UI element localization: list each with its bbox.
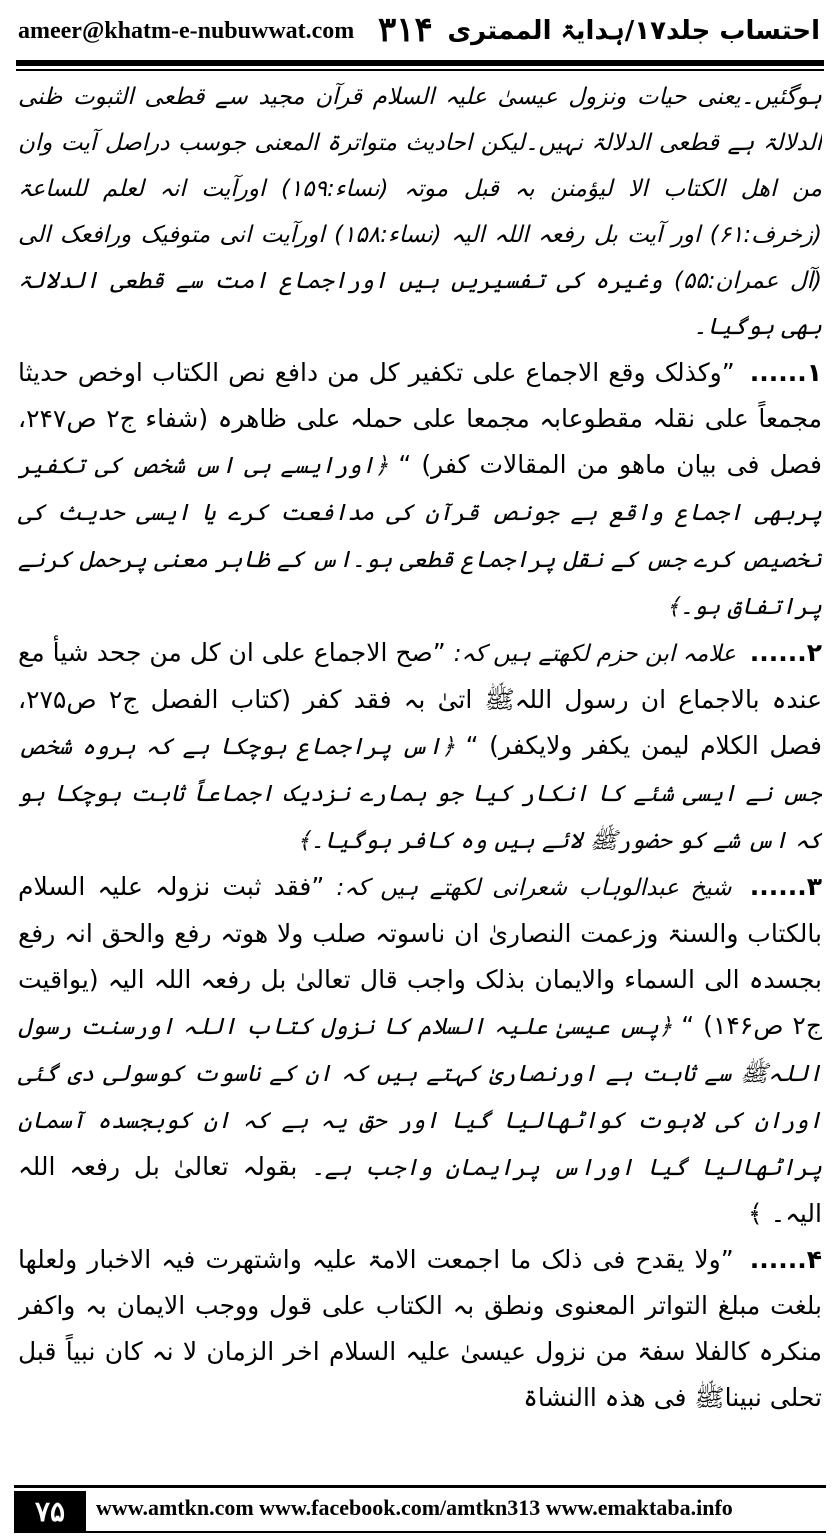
item-3-close-bracket: ﴾	[747, 1199, 763, 1228]
item-4-number: ۴......	[749, 1245, 822, 1274]
header-email: ameer@khatm-e-nubuwwat.com	[18, 18, 355, 44]
item-3-arabic-tail: بقولہ تعالیٰ بل رفعہ اللہ الیہ۔	[18, 1152, 822, 1228]
header-rule-thick	[16, 60, 824, 66]
item-2-number: ۲......	[749, 638, 822, 667]
item-1-number: ۱......	[749, 358, 822, 387]
header-book-title: احتساب جلد۱۷/ہدایۃ الممتری	[447, 16, 820, 46]
header-page-number: ۳۱۴	[378, 10, 433, 50]
item-2	[18, 630, 822, 864]
page-footer	[14, 1485, 826, 1533]
item-3	[18, 864, 822, 1237]
item-1	[18, 350, 822, 630]
item-3-intro: شیخ عبدالوہاب شعرانی لکھتے ہیں کہ:	[336, 875, 732, 901]
item-3-urdu-translation: ﴿پس عیسیٰ علیہ السلام کا نزول کتاب اللہ اورسنت رسول اللہﷺ سے ثابت ہے اورنصاریٰ کہتے ہیں کہ ان کے ناسوت کوسولی دی گئی اوران کی لاہوت کواٹھالیا گیا اور حق یہ ہے کہ ان کوبجسدہ آسمان پراٹھالیا گیا اوراس پرایمان واجب ہے۔	[18, 1014, 822, 1181]
item-4-arabic-quote: ”ولا یقدح فی ذلک ما اجمعت الامۃ علیہ واشتھرت فیہ الاخبار ولعلھا بلغت مبلغ التواتر المعنوی ونطق بہ الکتاب علی قول ووجب الایمان بہ واکفر منکرہ کالفلا سفۃ من نزول عیسیٰ علیہ السلام اخر الزمان لا نہ کان نبیاً قبل تحلی نبیناﷺ فی ھذہ االنشاۃ	[18, 1245, 822, 1412]
footer-rule-top	[14, 1485, 826, 1488]
item-3-number: ۳......	[749, 872, 822, 901]
item-2-urdu-translation: ﴿اس پراجماع ہوچکا ہے کہ ہروہ شخص جس نے ایسی شئے کا انکار کیا جو ہمارے نزدیک اجماعاً ثابت ہوچکا ہو کہ اس شے کو حضورﷺ لائے ہیں وہ کافر ہوگیا۔﴾	[18, 734, 822, 854]
footer-page-number: ۷۵	[14, 1491, 86, 1531]
header-rule-thin	[16, 69, 824, 71]
page-header	[0, 0, 840, 62]
footer-rule-bottom	[14, 1531, 826, 1533]
paragraph-intro: ہوگئیں۔یعنی حیات ونزول عیسیٰ علیہ السلام قرآن مجید سے قطعی الثبوت ظنی الدلالۃ ہے قطعی الدلالۃ نہیں۔لیکن احادیث متواترۃ المعنی جوسب دراصل آیت وان من اھل الکتاب الا لیؤمنن بہ قبل موتہ (نساء:۱۵۹) اورآیت انہ لعلم للساعۃ (زخرف:۶۱) اور آیت بل رفعہ اللہ الیہ (نساء:۱۵۸) اورآیت انی متوفیک ورافعک الی (آل عمران:۵۵) وغیرہ کی تفسیریں ہیں اوراجماع امت سے قطعی الدلالۃ بھی ہوگیا۔	[18, 84, 822, 340]
item-1-arabic-quote: ”وکذلک وقع الاجماع علی تکفیر کل من دافع نص الکتاب اوخص حدیثا مجمعاً علی نقلہ مقطوعابہ مجمعا علی حملہ علی ظاھرہ (شفاء ج۲ ص۲۴۷، فصل فی بیان ماھو من المقالات کفر) “	[18, 358, 822, 479]
item-3-arabic-quote: ”فقد ثبت نزولہ علیہ السلام بالکتاب والسنۃ وزعمت النصاریٰ ان ناسوتہ صلب ولا ھوتہ رفع والحق انہ رفع بجسدہ الی السماء والایمان بذلک واجب قال تعالیٰ بل رفعہ اللہ الیہ (یواقیت ج۲ ص۱۴۶) “	[18, 872, 822, 1040]
page-body	[18, 74, 822, 1454]
footer-urls: www.amtkn.com www.facebook.com/amtkn313 www.emaktaba.info	[96, 1495, 733, 1520]
item-2-arabic-quote: ”صح الاجماع علی ان کل من جحد شیأ مع عندہ بالاجماع ان رسول اللہﷺ اتیٰ بہ فقد کفر (کتاب الفصل ج۲ ص۲۷۵، فصل الکلام لیمن یکفر ولایکفر) “	[18, 638, 822, 760]
item-4	[18, 1237, 822, 1421]
item-2-intro: علامہ ابن حزم لکھتے ہیں کہ:	[453, 641, 736, 667]
item-1-urdu-translation: ﴿اورایسے ہی اس شخص کی تکفیر پربھی اجماع واقع ہے جونص قرآن کی مدافعت کرے یا ایسی حدیث کی تخصیص کرے جس کے نقل پراجماع قطعی ہو۔اس کے ظاہر معنی پرحمل کرنے پراتفاق ہو۔﴾	[18, 453, 822, 620]
